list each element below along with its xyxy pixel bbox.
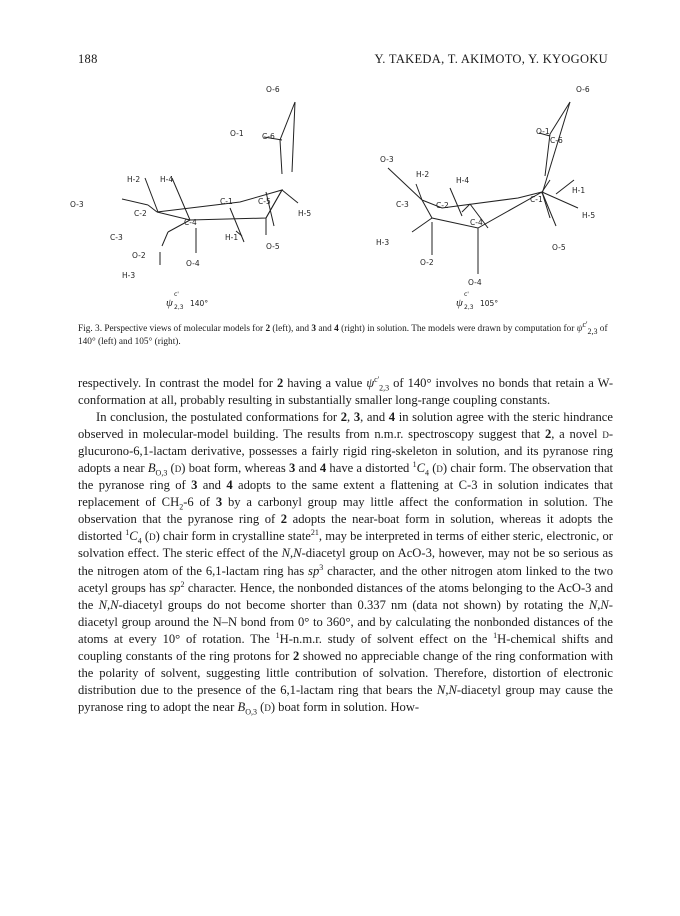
molecular-model-drawings (70, 80, 630, 315)
label-c3: C-3 (396, 200, 409, 209)
label-o1: O-1 (536, 127, 550, 136)
figure-3 (70, 80, 630, 315)
label-o3: O-3 (380, 155, 394, 164)
running-authors: Y. TAKEDA, T. AKIMOTO, Y. KYOGOKU (374, 52, 608, 66)
label-h3: H-3 (122, 271, 136, 280)
label-o4: O-4 (186, 259, 200, 268)
paragraph-2: In conclusion, the postulated conformations for 2, 3, and 4 in solution agree with the steric hindrance observed in molecular-model building. The results from n.m.r. spectroscopy suggest that 2, a novel d-glucurono-6,1-lactam derivative, possesses a fairly rigid ring-skeleton in solution, and its pyranose ring adopts a near $B_{O,3}$ (d) boat form, whereas 3 and 4 have a distorted $^1C_4$ (d) chair form. The observation that the pyranose ring of 3 and 4 adopts to the same extent a flattening at C-3 in solution indicates that replacement of $CH_2-6$ of 3 by a carbonyl group may little affect the conformation in solution. The observation that the pyranose ring of 2 adopts the near-boat form in solution, whereas it adopts the distorted $^1C_4$ (d) chair form in crystalline state$^{21}$, may be interpreted in terms of either steric, electronic, or solvation effect. The steric effect of the N,N-diacetyl group on AcO-3, however, may not be so serious as the nitrogen atom of the 6,1-lactam ring has $sp^3$ character, and the other nitrogen atom linked to the two acetyl groups has $sp^2$ character. Hence, the nonbonded distances of the atoms belonging to the AcO-3 and the N,N-diacetyl groups do not become shorter than 0.337 nm (data not shown) by rotating the N,N-diacetyl group around the N–N bond from 0° to 360°, and by calculating the nonbonded distances of the atoms at every 10° of rotation. The $^1$H-n.m.r. study of solvent effect on the $^1$H-chemical shifts and coupling constants of the ring protons for 2 showed no appreciable change of the ring conformation with the polarity of solvent, suggesting little contribution of solvation. Therefore, distortion of electronic distribution due to the presence of the 6,1-lactam ring that bears the N,N-diacetyl group may cause the pyranose ring to adopt the near $B_{O,3}$ (d) boat form in solution. How- (78, 410, 614, 717)
label-o1: O-1 (230, 129, 244, 138)
label-h1: H-1 (225, 233, 239, 242)
label-o5: O-5 (552, 243, 566, 252)
figure-caption: Fig. 3. Perspective views of molecular models for 2 (left), and 3 and 4 (right) in solution. The models were drawn by computation for $\psi^{c'}_{2,3}$ of 140° (left) and 105° (right). (78, 319, 608, 347)
label-h5: H-5 (298, 209, 312, 218)
label-o5: O-5 (266, 242, 280, 251)
label-c2: C-2 (134, 209, 147, 218)
body-text (78, 375, 613, 716)
label-c6: C-6 (550, 136, 563, 145)
angle-left: 140° (190, 299, 209, 308)
label-c2: C-2 (436, 201, 449, 210)
psi-superscript-right: c' (464, 291, 469, 298)
psi-superscript-left: c' (174, 291, 179, 298)
left-molecular-model (70, 85, 311, 311)
label-o6: O-6 (266, 85, 280, 94)
psi-subscript-left: 2,3 (174, 304, 184, 311)
label-h1: H-1 (572, 186, 586, 195)
angle-right: 105° (480, 299, 499, 308)
label-h4: H-4 (456, 176, 470, 185)
label-h2: H-2 (127, 175, 141, 184)
psi-subscript-right: 2,3 (464, 304, 474, 311)
paragraph-1: respectively. In contrast the model for 2 having a value $\psi^{c'}_{2,3}$ of 140° involves no bonds that retain a W-conformation at all, probably resulting in substantially smaller long-range coupling constants. (78, 374, 614, 408)
label-c4: C-4 (184, 218, 197, 227)
label-o3: O-3 (70, 200, 84, 209)
right-molecular-model (376, 85, 595, 311)
psi-symbol-left: ψ (166, 297, 173, 309)
label-h2: H-2 (416, 170, 430, 179)
label-c5: C-5 (258, 197, 271, 206)
label-h3: H-3 (376, 238, 390, 247)
label-c1: C-1 (530, 195, 543, 204)
label-o2: O-2 (132, 251, 146, 260)
label-h5: H-5 (582, 211, 596, 220)
label-c3: C-3 (110, 233, 123, 242)
page-number: 188 (78, 52, 98, 66)
label-c1: C-1 (220, 197, 233, 206)
caption-label: Fig. 3. (78, 324, 103, 334)
label-c4: C-4 (470, 218, 483, 227)
label-o6: O-6 (576, 85, 590, 94)
label-h4: H-4 (160, 175, 174, 184)
label-c6: C-6 (262, 132, 275, 141)
label-o2: O-2 (420, 258, 434, 267)
psi-symbol-right: ψ (456, 297, 463, 309)
label-o4: O-4 (468, 278, 482, 287)
